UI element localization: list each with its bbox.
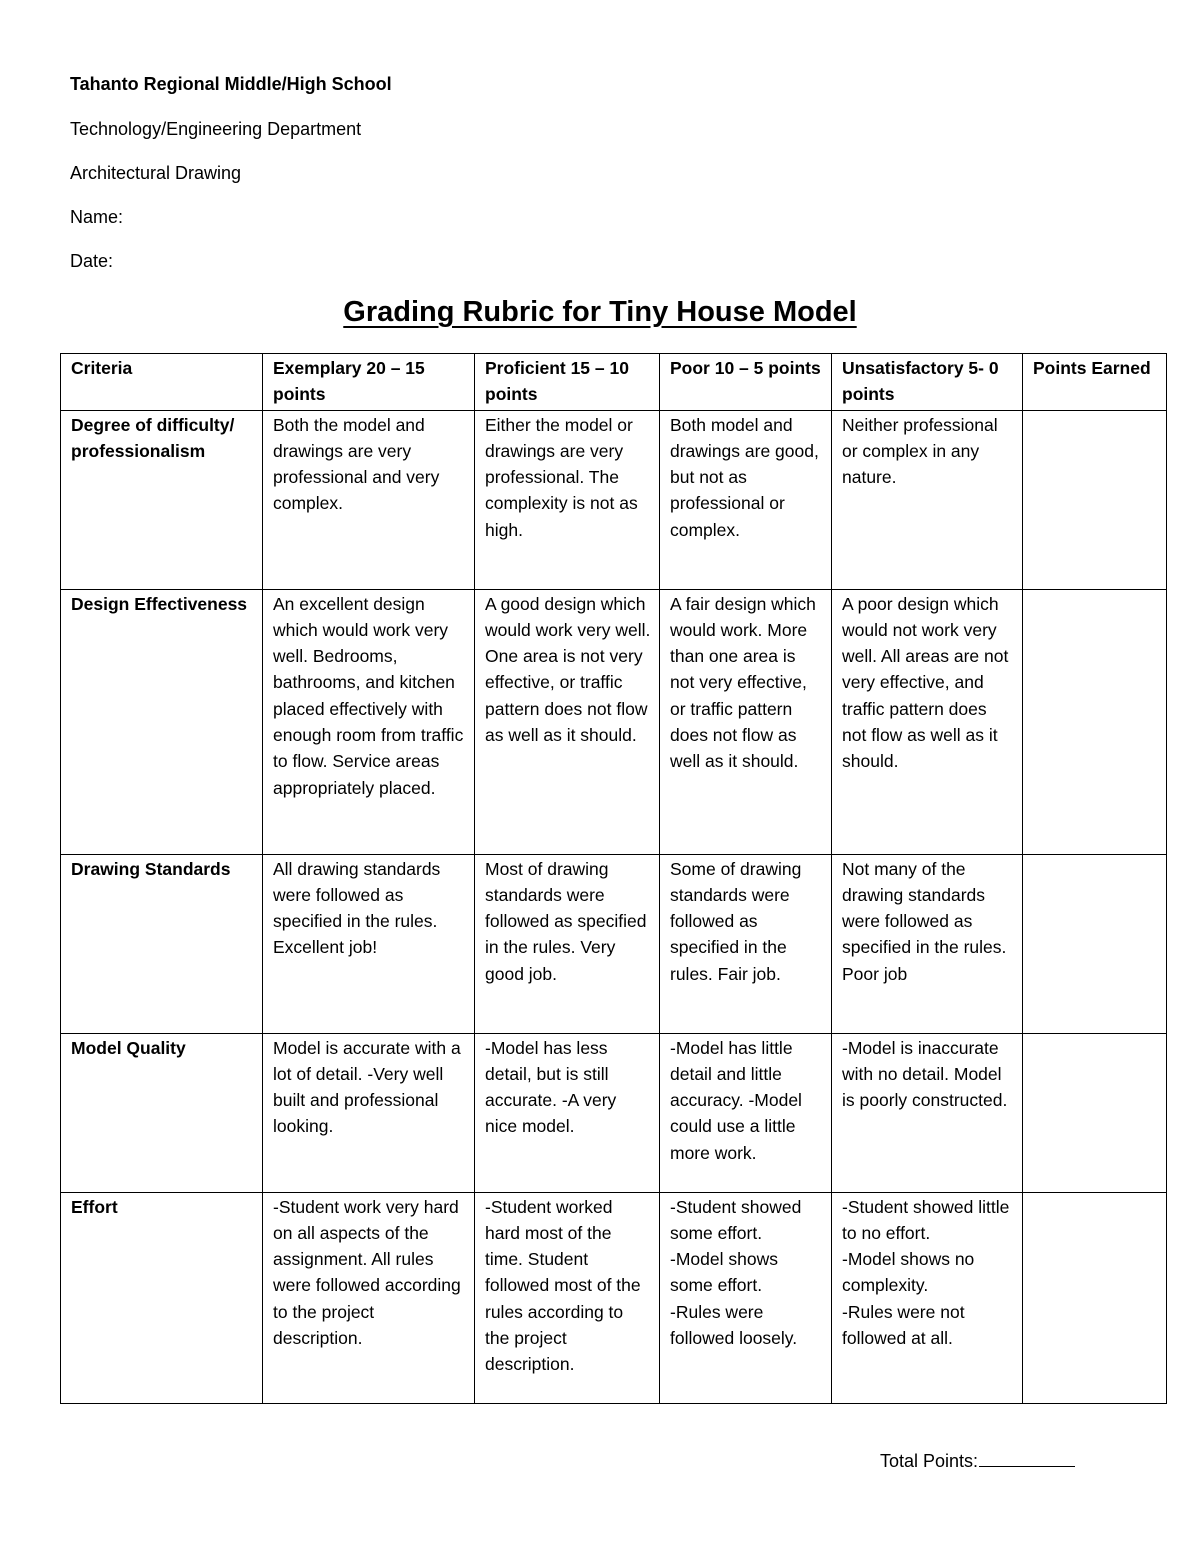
name-label: Name: xyxy=(70,207,124,227)
exemplary-cell: Model is accurate with a lot of detail. -Very well built and professional looking. xyxy=(263,1033,475,1192)
proficient-cell: A good design which would work very well. One area is not very effective, or traffic pattern does not flow as well as it should. xyxy=(475,589,660,854)
unsatisfactory-cell: Not many of the drawing standards were followed as specified in the rules. Poor job xyxy=(832,854,1023,1033)
table-row xyxy=(61,1192,1167,1403)
unsatisfactory-cell: A poor design which would not work very well. All areas are not very effective, and traffic pattern does not flow as well as it should. xyxy=(832,589,1023,854)
poor-cell: -Student showed some effort. -Model shows some effort. -Rules were followed loosely. xyxy=(660,1192,832,1403)
course-name: Architectural Drawing xyxy=(70,163,242,183)
header-criteria: Criteria xyxy=(61,354,263,411)
points-earned-cell[interactable] xyxy=(1023,1033,1167,1192)
total-points xyxy=(880,1449,1075,1472)
criteria-cell: Design Effectiveness xyxy=(61,589,263,854)
school-name: Tahanto Regional Middle/High School xyxy=(70,74,392,94)
table-row xyxy=(61,854,1167,1033)
proficient-cell: Either the model or drawings are very professional. The complexity is not as high. xyxy=(475,410,660,589)
points-earned-cell[interactable] xyxy=(1023,410,1167,589)
table-row xyxy=(61,1033,1167,1192)
points-earned-cell[interactable] xyxy=(1023,854,1167,1033)
table-row xyxy=(61,589,1167,854)
date-label: Date: xyxy=(70,251,114,271)
header-poor: Poor 10 – 5 points xyxy=(660,354,832,411)
criteria-cell: Effort xyxy=(61,1192,263,1403)
poor-cell: Some of drawing standards were followed as specified in the rules. Fair job. xyxy=(660,854,832,1033)
table-row xyxy=(61,410,1167,589)
total-points-blank[interactable] xyxy=(979,1449,1075,1467)
header-points-earned: Points Earned xyxy=(1023,354,1167,411)
header-proficient: Proficient 15 – 10 points xyxy=(475,354,660,411)
exemplary-cell: All drawing standards were followed as specified in the rules. Excellent job! xyxy=(263,854,475,1033)
exemplary-cell: Both the model and drawings are very professional and very complex. xyxy=(263,410,475,589)
poor-cell: Both model and drawings are good, but not as professional or complex. xyxy=(660,410,832,589)
rubric-table xyxy=(60,353,1167,1404)
proficient-cell: -Model has less detail, but is still accurate. -A very nice model. xyxy=(475,1033,660,1192)
unsatisfactory-cell: -Student showed little to no effort. -Model shows no complexity. -Rules were not followed at all. xyxy=(832,1192,1023,1403)
criteria-cell: Model Quality xyxy=(61,1033,263,1192)
points-earned-cell[interactable] xyxy=(1023,1192,1167,1403)
unsatisfactory-cell: Neither professional or complex in any nature. xyxy=(832,410,1023,589)
exemplary-cell: An excellent design which would work very well. Bedrooms, bathrooms, and kitchen placed effectively with enough room from traffic to flow. Service areas appropriately placed. xyxy=(263,589,475,854)
header-exemplary: Exemplary 20 – 15 points xyxy=(263,354,475,411)
unsatisfactory-cell: -Model is inaccurate with no detail. Model is poorly constructed. xyxy=(832,1033,1023,1192)
poor-cell: -Model has little detail and little accuracy. -Model could use a little more work. xyxy=(660,1033,832,1192)
poor-cell: A fair design which would work. More than one area is not very effective, or traffic pattern does not flow as well as it should. xyxy=(660,589,832,854)
proficient-cell: -Student worked hard most of the time. Student followed most of the rules according to the project description. xyxy=(475,1192,660,1403)
criteria-cell: Drawing Standards xyxy=(61,854,263,1033)
criteria-cell: Degree of difficulty/ professionalism xyxy=(61,410,263,589)
exemplary-cell: -Student work very hard on all aspects of the assignment. All rules were followed according to the project description. xyxy=(263,1192,475,1403)
proficient-cell: Most of drawing standards were followed as specified in the rules. Very good job. xyxy=(475,854,660,1033)
table-header-row xyxy=(61,354,1167,411)
total-points-label: Total Points: xyxy=(880,1451,979,1471)
header-unsatisfactory: Unsatisfactory 5- 0 points xyxy=(832,354,1023,411)
points-earned-cell[interactable] xyxy=(1023,589,1167,854)
page-title: Grading Rubric for Tiny House Model xyxy=(343,296,857,328)
department-name: Technology/Engineering Department xyxy=(70,119,362,139)
